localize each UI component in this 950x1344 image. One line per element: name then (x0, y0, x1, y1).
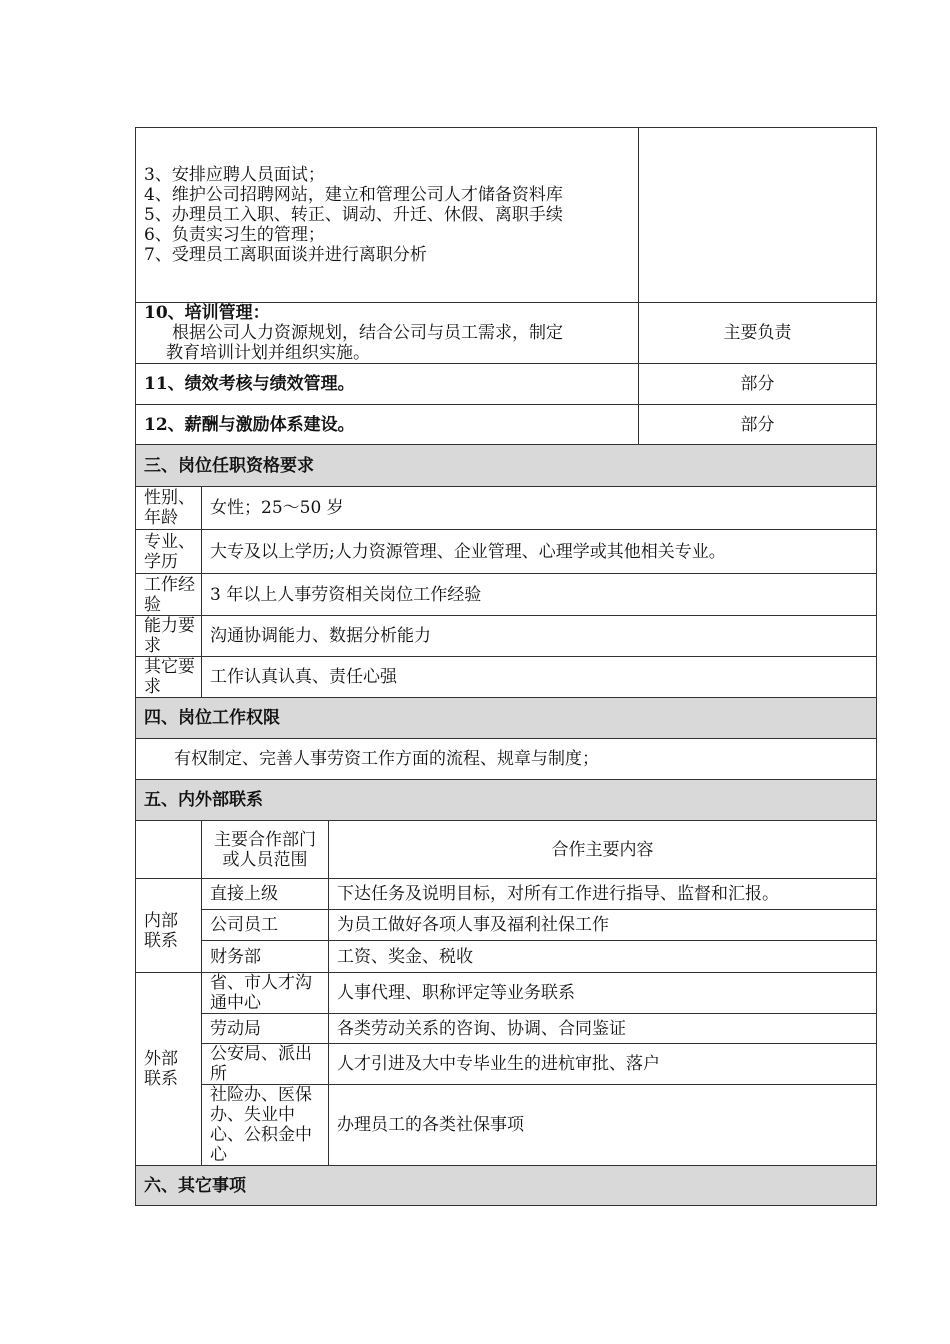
duty-item: 6、负责实习生的管理； (144, 225, 325, 245)
contact-row (136, 879, 877, 910)
authority-content: 有权制定、完善人事劳资工作方面的流程、规章与制度； (136, 739, 877, 780)
section-5-title: 五、内外部联系 (136, 780, 877, 821)
qualification-label: 性别、年龄 (136, 487, 202, 530)
internal-label: 内部联系 (136, 879, 202, 973)
contact-dept: 社险办、医保办、失业中心、公积金中心 (202, 1085, 329, 1166)
section-3-title: 三、岗位任职资格要求 (136, 445, 877, 487)
contact-row (136, 941, 877, 973)
qualification-label: 能力要求 (136, 616, 202, 657)
contact-dept: 直接上级 (202, 879, 329, 910)
duty-10-cell (136, 303, 639, 364)
contact-row (136, 1014, 877, 1044)
contact-dept: 劳动局 (202, 1014, 329, 1044)
contact-content: 下达任务及说明目标，对所有工作进行指导、监督和汇报。 (329, 879, 877, 910)
contact-content: 各类劳动关系的咨询、协调、合同鉴证 (329, 1014, 877, 1044)
duty-10-role: 主要负责 (639, 303, 877, 364)
section-4-title: 四、岗位工作权限 (136, 698, 877, 739)
qualification-row (136, 616, 877, 657)
section-6-title: 六、其它事项 (136, 1166, 877, 1206)
duty-12-title: 12、薪酬与激励体系建设。 (136, 405, 639, 445)
qualification-row (136, 574, 877, 616)
contact-content: 人才引进及大中专毕业生的进杭审批、落户 (329, 1044, 877, 1085)
qualification-row (136, 657, 877, 698)
contact-header-dept: 主要合作部门或人员范围 (202, 821, 329, 879)
duty-item: 5、办理员工入职、转正、调动、升迁、休假、离职手续 (144, 205, 563, 225)
qualification-value: 工作认真认真、责任心强 (202, 657, 877, 698)
duties-list (136, 128, 639, 303)
duty-12-role: 部分 (639, 405, 877, 445)
qualification-value: 大专及以上学历;人力资源管理、企业管理、心理学或其他相关专业。 (202, 530, 877, 574)
duty-item: 3、安排应聘人员面试； (144, 165, 325, 185)
duty-11-row (136, 364, 877, 405)
contact-dept: 省、市人才沟通中心 (202, 973, 329, 1014)
contact-row (136, 910, 877, 941)
contact-content: 为员工做好各项人事及福利社保工作 (329, 910, 877, 941)
contact-row (136, 1044, 877, 1085)
duty-10-title: 10、培训管理： (144, 303, 270, 323)
contact-header-empty (136, 821, 202, 879)
duty-10-line2: 教育培训计划并组织实施。 (166, 343, 370, 363)
job-description-table (135, 127, 877, 1206)
qualification-value: 3 年以上人事劳资相关岗位工作经验 (202, 574, 877, 616)
contact-header-content: 合作主要内容 (329, 821, 877, 879)
duty-11-title: 11、绩效考核与绩效管理。 (136, 364, 639, 405)
external-label: 外部联系 (136, 973, 202, 1166)
duty-item: 7、受理员工离职面谈并进行离职分析 (144, 245, 427, 265)
contact-dept: 公安局、派出所 (202, 1044, 329, 1085)
qualification-value: 女性；25～50 岁 (202, 487, 877, 530)
contact-header-row (136, 821, 877, 879)
contact-dept: 财务部 (202, 941, 329, 973)
duty-11-role: 部分 (639, 364, 877, 405)
contact-content: 人事代理、职称评定等业务联系 (329, 973, 877, 1014)
contact-content: 工资、奖金、税收 (329, 941, 877, 973)
duties-continued-row (136, 128, 877, 303)
contact-content: 办理员工的各类社保事项 (329, 1085, 877, 1166)
qualification-label: 专业、学历 (136, 530, 202, 574)
duty-10-row (136, 303, 877, 364)
qualification-label: 工作经验 (136, 574, 202, 616)
contact-row (136, 973, 877, 1014)
qualification-row (136, 530, 877, 574)
contact-dept: 公司员工 (202, 910, 329, 941)
duty-item: 4、维护公司招聘网站，建立和管理公司人才储备资料库 (144, 185, 563, 205)
duty-12-row (136, 405, 877, 445)
duties-role-cell (639, 128, 877, 303)
duty-10-line1: 根据公司人力资源规划，结合公司与员工需求，制定 (172, 323, 563, 343)
contact-row (136, 1085, 877, 1166)
qualification-value: 沟通协调能力、数据分析能力 (202, 616, 877, 657)
qualification-label: 其它要求 (136, 657, 202, 698)
qualification-row (136, 487, 877, 530)
